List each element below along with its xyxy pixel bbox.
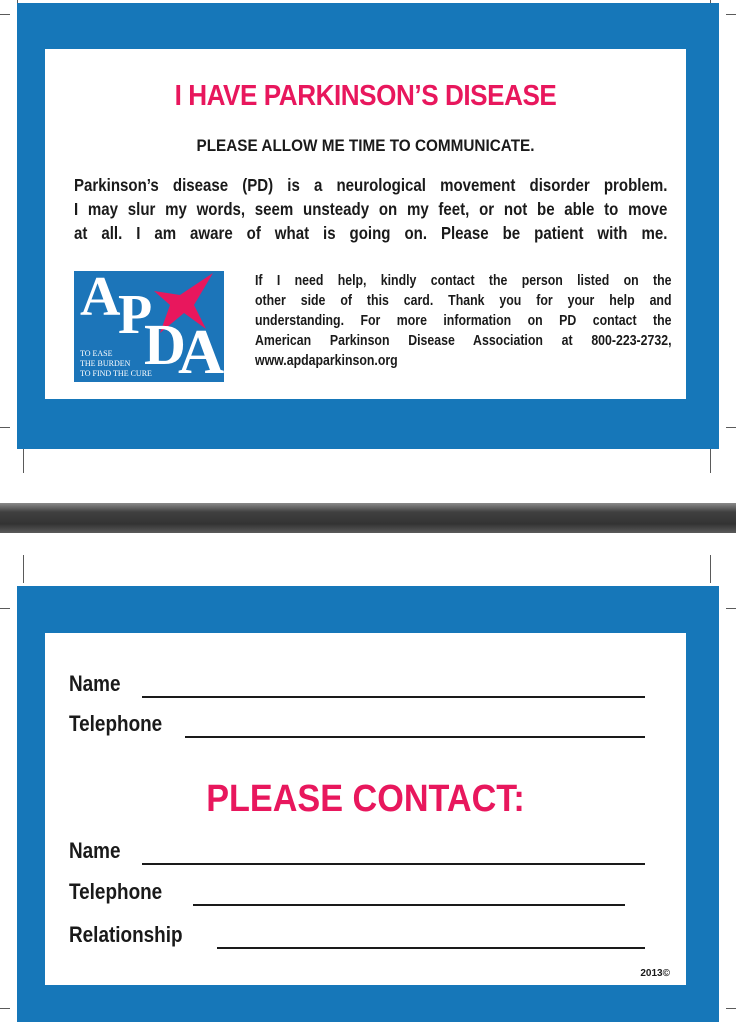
- contact-telephone-line[interactable]: [193, 904, 625, 906]
- trim-mark: [710, 555, 711, 583]
- card-back: [45, 633, 686, 985]
- logo-tagline: TO FIND THE CURE: [80, 369, 152, 378]
- card-title: I HAVE PARKINSON’S DISEASE: [174, 80, 557, 112]
- trim-mark: [23, 555, 24, 583]
- trim-mark: [23, 445, 24, 473]
- body-line: at all. I am aware of what is going on. Please be patient with me.: [74, 223, 668, 243]
- trim-mark: [726, 1008, 736, 1009]
- copyright-text: 2013©: [640, 968, 670, 979]
- trim-mark: [0, 427, 10, 428]
- logo-letter-d: D: [144, 312, 186, 377]
- trim-mark: [0, 608, 10, 609]
- info-line: other side of this card. Thank you for your help and: [255, 293, 672, 309]
- contact-name-label: Name: [69, 838, 121, 863]
- trim-mark: [726, 14, 736, 15]
- logo-letter-p: P: [118, 284, 153, 346]
- contact-name-line[interactable]: [142, 863, 645, 865]
- logo-letter-a1: A: [80, 271, 121, 328]
- card-body-text: [74, 173, 668, 245]
- logo-tagline: THE BURDEN: [80, 359, 131, 368]
- trim-mark: [0, 1008, 10, 1009]
- trim-mark: [726, 608, 736, 609]
- info-line: understanding. For more information on PD contact the: [255, 313, 672, 329]
- body-line: Parkinson’s disease (PD) is a neurological movement disorder problem.: [74, 175, 668, 195]
- body-line: I may slur my words, seem unsteady on my feet, or not be able to move: [74, 199, 668, 219]
- logo-letter-a2: A: [178, 316, 224, 382]
- info-line: American Parkinson Disease Association at 800-223-2732,: [255, 333, 672, 349]
- website-text: www.apdaparkinson.org: [255, 353, 398, 369]
- trim-mark: [0, 14, 10, 15]
- owner-name-line[interactable]: [142, 696, 645, 698]
- card-front: [45, 49, 686, 399]
- trim-mark: [710, 445, 711, 473]
- help-info-text: [255, 271, 675, 371]
- card-fold-divider: [0, 503, 736, 533]
- contact-relationship-label: Relationship: [69, 922, 183, 947]
- contact-telephone-label: Telephone: [69, 879, 163, 904]
- please-contact-heading: PLEASE CONTACT:: [206, 778, 525, 820]
- owner-telephone-label: Telephone: [69, 711, 163, 736]
- card-subtitle: PLEASE ALLOW ME TIME TO COMMUNICATE.: [196, 136, 535, 155]
- owner-name-label: Name: [69, 671, 121, 696]
- contact-relationship-line[interactable]: [217, 947, 645, 949]
- apda-logo: [74, 271, 224, 382]
- owner-telephone-line[interactable]: [185, 736, 645, 738]
- logo-tagline: TO EASE: [80, 349, 113, 358]
- trim-mark: [726, 427, 736, 428]
- info-line: If I need help, kindly contact the person listed on the: [255, 273, 672, 289]
